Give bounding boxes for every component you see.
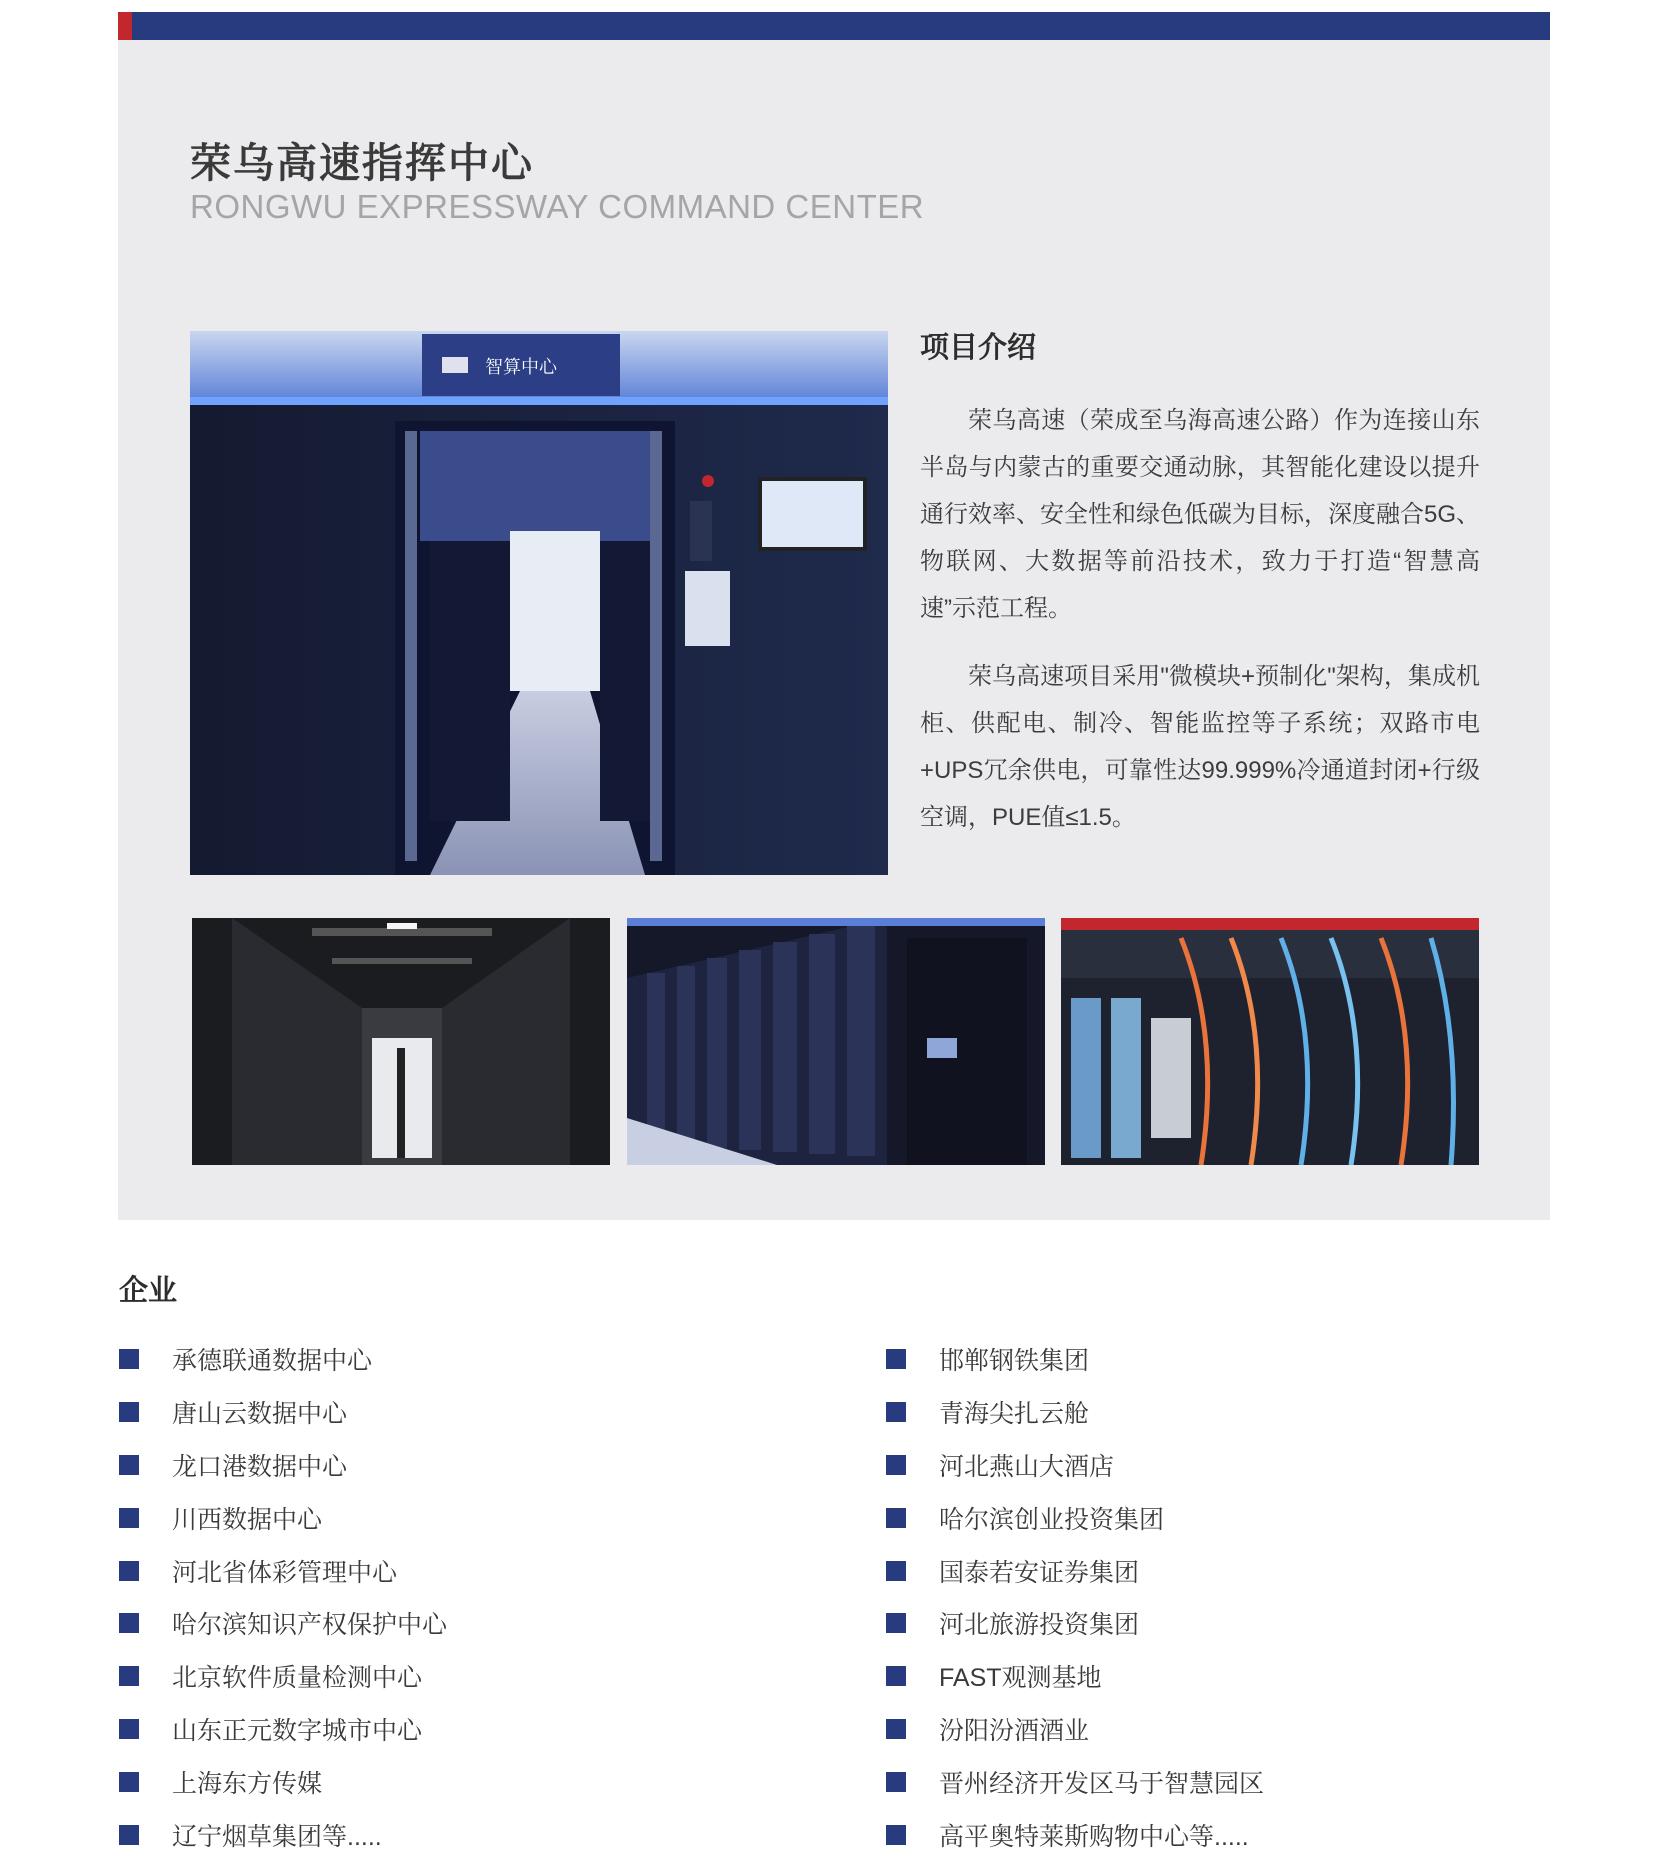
enterprise-name: 哈尔滨创业投资集团	[939, 1505, 1165, 1534]
square-bullet-icon	[119, 1349, 139, 1369]
main-photo-illustration	[190, 331, 888, 875]
list-item	[119, 1755, 447, 1808]
square-bullet-icon	[886, 1825, 906, 1845]
enterprise-name: 邯郸钢铁集团	[939, 1347, 1090, 1376]
enterprise-name: FAST观测基地	[939, 1664, 1102, 1693]
square-bullet-icon	[119, 1772, 139, 1792]
square-bullet-icon	[119, 1508, 139, 1528]
list-item	[886, 1597, 1264, 1650]
enterprise-name: 国泰若安证券集团	[939, 1558, 1140, 1587]
square-bullet-icon	[119, 1455, 139, 1475]
main-photo	[190, 331, 888, 875]
list-item	[886, 1386, 1264, 1439]
square-bullet-icon	[886, 1666, 906, 1686]
enterprise-name: 哈尔滨知识产权保护中心	[172, 1611, 448, 1640]
cabling-photo	[1061, 918, 1479, 1165]
svg-text:智算中心: 智算中心	[485, 357, 557, 378]
page-subtitle: RONGWU EXPRESSWAY COMMAND CENTER	[190, 188, 925, 225]
cabling-illustration	[1061, 918, 1479, 1165]
enterprise-name: 北京软件质量检测中心	[172, 1664, 423, 1693]
list-item	[886, 1755, 1264, 1808]
enterprise-name: 承德联通数据中心	[172, 1347, 373, 1376]
intro-paragraph-1: 荣乌高速（荣成至乌海高速公路）作为连接山东半岛与内蒙古的重要交通动脉，其智能化建设以提升通行效率、安全性和绿色低碳为目标，深度融合5G、物联网、大数据等前沿技术，致力于打造“智慧高速”示范工程。	[920, 407, 1481, 622]
list-item	[886, 1491, 1264, 1544]
header-bar	[118, 12, 1550, 40]
intro-paragraph-2: 荣乌高速项目采用"微模块+预制化"架构，集成机柜、供配电、制冷、智能监控等子系统；双路市电+UPS冗余供电，可靠性达99.999%冷通道封闭+行级空调，PUE值≤1.5。	[920, 663, 1480, 831]
enterprise-name: 川西数据中心	[172, 1505, 323, 1534]
square-bullet-icon	[119, 1402, 139, 1422]
enterprise-name: 上海东方传媒	[172, 1769, 323, 1798]
header-accent	[118, 12, 132, 40]
list-item	[119, 1439, 447, 1492]
enterprise-name: 唐山云数据中心	[172, 1400, 348, 1429]
square-bullet-icon	[886, 1349, 906, 1369]
server-racks-photo	[627, 918, 1045, 1165]
list-item	[119, 1386, 447, 1439]
square-bullet-icon	[886, 1719, 906, 1739]
list-item	[119, 1333, 447, 1386]
list-item	[886, 1650, 1264, 1703]
square-bullet-icon	[886, 1508, 906, 1528]
corridor-photo-illustration	[192, 918, 610, 1165]
enterprise-name: 河北燕山大酒店	[939, 1452, 1115, 1481]
intro-heading: 项目介绍	[920, 332, 1037, 364]
square-bullet-icon	[886, 1613, 906, 1633]
enterprise-list-left	[119, 1333, 447, 1861]
list-item	[119, 1597, 447, 1650]
page-title: 荣乌高速指挥中心	[190, 140, 534, 186]
square-bullet-icon	[119, 1613, 139, 1633]
list-item	[119, 1703, 447, 1756]
list-item	[886, 1333, 1264, 1386]
list-item	[119, 1650, 447, 1703]
enterprise-name: 山东正元数字城市中心	[172, 1716, 423, 1745]
list-item	[886, 1703, 1264, 1756]
square-bullet-icon	[886, 1455, 906, 1475]
square-bullet-icon	[119, 1666, 139, 1686]
list-item	[886, 1544, 1264, 1597]
enterprise-name: 汾阳汾酒酒业	[939, 1716, 1090, 1745]
list-item	[119, 1808, 447, 1861]
enterprise-name: 辽宁烟草集团等.....	[172, 1822, 382, 1851]
enterprise-name: 河北省体彩管理中心	[172, 1558, 398, 1587]
list-item	[119, 1491, 447, 1544]
enterprise-name: 河北旅游投资集团	[939, 1611, 1140, 1640]
square-bullet-icon	[119, 1561, 139, 1581]
square-bullet-icon	[119, 1719, 139, 1739]
server-racks-illustration	[627, 918, 1045, 1165]
list-item	[886, 1439, 1264, 1492]
enterprise-name: 龙口港数据中心	[172, 1452, 348, 1481]
square-bullet-icon	[119, 1825, 139, 1845]
enterprise-name: 高平奥特莱斯购物中心等.....	[939, 1822, 1249, 1851]
enterprises-heading: 企业	[119, 1275, 178, 1307]
square-bullet-icon	[886, 1402, 906, 1422]
enterprise-list-right	[886, 1333, 1264, 1861]
square-bullet-icon	[886, 1772, 906, 1792]
enterprise-name: 晋州经济开发区马于智慧园区	[939, 1769, 1265, 1798]
corridor-photo	[192, 918, 610, 1165]
list-item	[886, 1808, 1264, 1861]
square-bullet-icon	[886, 1561, 906, 1581]
list-item	[119, 1544, 447, 1597]
enterprise-name: 青海尖扎云舱	[939, 1400, 1090, 1429]
